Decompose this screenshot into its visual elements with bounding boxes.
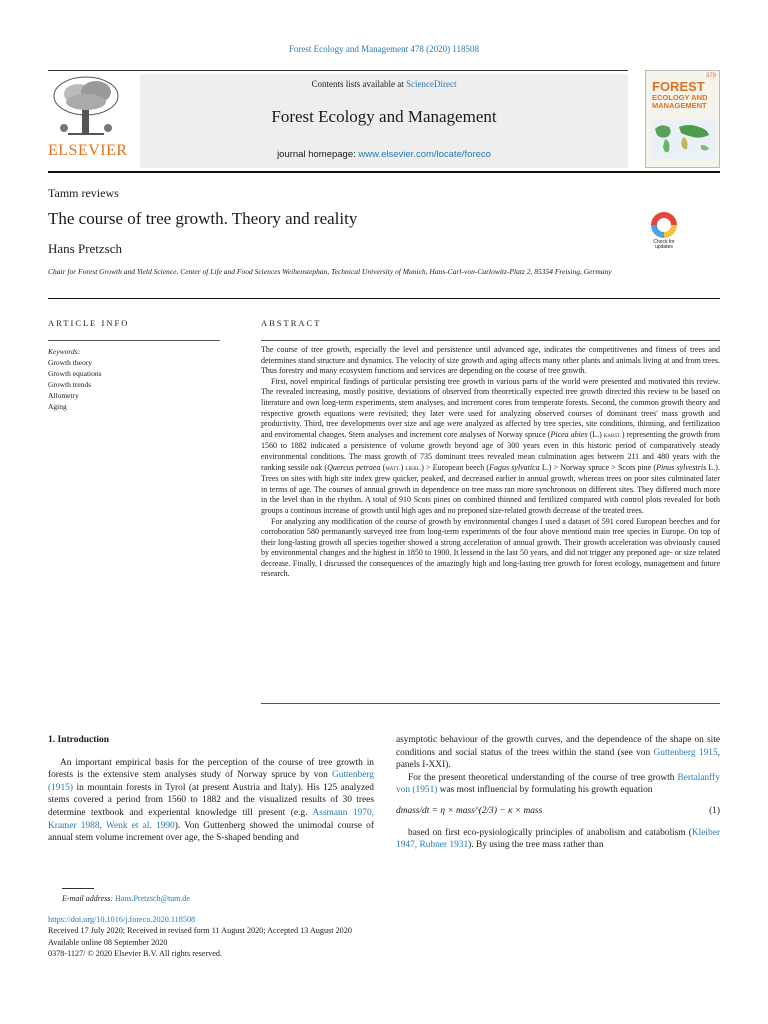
species-name: Picea abies	[550, 429, 588, 439]
citation-link[interactable]: Kleiber 1947, Rubner 1931	[396, 827, 720, 851]
abstract-text: (L.)	[587, 429, 604, 439]
elsevier-wordmark: ELSEVIER	[48, 142, 128, 159]
citation-link[interactable]: Guttenberg 1915	[653, 747, 718, 758]
citation-link[interactable]: Assmann 1970, Kramer 1988, Wenk et al. 1990	[48, 807, 375, 831]
article-info-rule	[48, 340, 220, 341]
section-heading-introduction: 1. Introduction	[48, 735, 110, 745]
crossmark-icon	[651, 212, 677, 238]
body-text: asymptotic behaviour of the growth curves, and the dependence of the shape on site conditions and social status of the trees within the stand (see von	[396, 735, 720, 758]
cover-title-line3: MANAGEMENT	[652, 101, 707, 110]
species-name: Pinus sylvestris	[656, 462, 707, 472]
body-paragraph	[396, 734, 720, 772]
body-column-right	[396, 734, 720, 852]
author-email-link[interactable]: Hans.Pretzsch@tum.de	[115, 894, 190, 903]
equation: dmass/dt = η × mass^(2/3) − κ × mass	[396, 805, 543, 816]
article-title: The course of tree growth. Theory and reality	[48, 209, 358, 228]
elsevier-tree-icon	[48, 74, 124, 138]
journal-homepage-line	[140, 149, 628, 160]
body-text: in mountain forests in Tyrol (at present Austria and Italy). His 125 analyzed stems covered a period from 1560 to 1882 and the visualized results of 30 trees determine textbook and experiental knowledge till present (e.g.	[48, 782, 374, 818]
abstract-bottom-rule	[261, 703, 720, 704]
homepage-prefix: journal homepage:	[277, 149, 359, 160]
abstract-paragraph-3: For analyzing any modification of the course of growth by environmental changes I used a dataset of 591 cored European beeches and for corroboration 580 permanantly surveyed tree from long-term experiments of the four above mentiond main tree species in Europe. On top of their long-lasting growth all species together showed a strong acceleration of annual growth. Their growth acceleration was obviously caused by environmental changes and the highest in 1850 to 1900. It lessend in the last 50 years, and did not trigger any preponed age- or size related decrease. Finally, I discussed the consequences of the amazingly high and long-lasting tree growth for forest ecology, management and future research.	[261, 516, 720, 579]
section-type: Tamm reviews	[48, 186, 119, 200]
contents-prefix: Contents lists available at	[311, 79, 406, 89]
abstract-paragraph-1: The course of tree growth, especially the level and persistence until advanced age, indicates the competitivenes and fitness of trees and determines stand structure and dynamics. The velocity of size growth and aging affects many other plants and animals living at and from trees. Thus forestry and many ecosystem functions and services are depending on the course of tree growth.	[261, 345, 720, 376]
journal-reference-link[interactable]: Forest Ecology and Management 478 (2020) 118508	[288, 44, 480, 54]
cover-title-line2: ECOLOGY AND	[652, 93, 708, 102]
footnote-rule	[62, 888, 94, 889]
article-info-heading: ARTICLE INFO	[48, 318, 130, 328]
keyword-item: Growth equations	[48, 369, 102, 378]
species-authority: matt.	[385, 464, 401, 472]
abstract-heading: ABSTRACT	[261, 318, 322, 328]
cover-title-subtitle	[652, 94, 707, 110]
abstract-body	[261, 345, 720, 580]
email-label: E-mail address:	[62, 894, 114, 903]
doi-link[interactable]: https://doi.org/10.1016/j.foreco.2020.118508	[48, 915, 196, 924]
species-authority: liebl.	[405, 464, 422, 472]
contents-available-line	[140, 79, 628, 89]
keyword-item: Growth trends	[48, 380, 92, 389]
abstract-text: L.) > Norway spruce > Scots pine (	[539, 462, 657, 472]
species-name: Fagus sylvatica	[489, 462, 540, 472]
cover-volume-number: 379	[705, 73, 716, 79]
body-text: For the present theoretical understanding of the course of tree growth	[408, 772, 678, 783]
body-text: An important empirical basis for the perception of the course of tree growth in forests is the extensive stem analyses study of Norway spruce by von	[48, 757, 374, 781]
abstract-text: L.). Trees on sites with high site index grew quicker, peaked, and decreased earlier in annual growth, whereas trees on poor sites culminated later in terms of age. The courses of annual growth in dependence on tree mass ran more synchronous on different sites. They differed much more in the level than in the rhythm. A total of 910 Scots pines on combined thinned and fertilized compared with control plots revealed for both groups a continous increase of growth until high ages and no preponed size-related growth decrease of the treated trees.	[261, 462, 720, 515]
author-name[interactable]: Hans Pretzsch	[48, 241, 123, 256]
check-for-updates-badge[interactable]	[648, 212, 680, 252]
elsevier-logo[interactable]	[48, 74, 128, 166]
publication-info	[48, 914, 352, 960]
equation-line	[396, 805, 720, 818]
body-text: based on first eco-pysiologically principles of anabolism and catabolism (	[408, 827, 692, 838]
copyright-line: 0378-1127/ © 2020 Elsevier B.V. All rights reserved.	[48, 949, 223, 959]
citation-link[interactable]: Bertalanffy von (1951)	[396, 772, 720, 796]
journal-title: Forest Ecology and Management	[271, 107, 497, 126]
cover-title-forest: FOREST	[652, 79, 705, 94]
species-authority: karst.	[603, 431, 622, 439]
crossmark-label: Check for updates	[653, 239, 675, 250]
abstract-text: ) > European beech (	[421, 462, 490, 472]
header-bottom-rule	[48, 171, 720, 173]
citation-link[interactable]: Guttenberg (1915)	[48, 770, 374, 793]
body-text: ). Von Guttenberg showed the unimodal course of annual stem volume increment over age, the S-shaped bending and	[48, 820, 374, 844]
species-name: Quercus petraea	[327, 462, 381, 472]
abstract-text: ) representing the growth from 1560 to 1882 indicated a persistence of volume growth beyond age of 300 years even in this historic period of comparatively steady environmental conditions. The mass growth of 735 dominant trees revealed mean culmination ages between 211 and 480 years with the ranking sessile oak (	[261, 429, 721, 472]
journal-cover-thumbnail[interactable]	[645, 70, 720, 168]
journal-homepage-link[interactable]: www.elsevier.com/locate/foreco	[358, 149, 491, 160]
sciencedirect-link[interactable]: ScienceDirect	[406, 79, 457, 89]
front-matter-rule	[48, 298, 720, 299]
keywords-block	[48, 346, 220, 412]
keyword-item: Growth theory	[48, 358, 92, 367]
body-text: , panels I-XXI).	[396, 747, 720, 771]
body-paragraph	[48, 757, 374, 845]
abstract-text: (	[380, 462, 386, 472]
abstract-paragraph-2	[261, 377, 720, 517]
abstract-top-rule	[261, 340, 720, 341]
keyword-item: Aging	[48, 402, 67, 411]
author-affiliation: Chair for Forest Growth and Yield Science, Center of Life and Food Sciences Weihenstephan, Technical University of Munich, Hans-Carl-von-Carlowitz-Platz 2, 85354 Freising, Germany	[48, 267, 612, 276]
body-paragraph	[396, 827, 720, 852]
journal-masthead	[140, 74, 628, 168]
keywords-label: Keywords:	[48, 347, 81, 356]
equation-number: (1)	[709, 805, 720, 816]
keyword-item: Allometry	[48, 391, 79, 400]
received-dates: Received 17 July 2020; Received in revised form 11 August 2020; Accepted 13 August 2020	[48, 926, 352, 936]
abstract-text: )	[400, 462, 406, 472]
available-online-date: Available online 08 September 2020	[48, 937, 168, 947]
abstract-text: First, novel empirical findings of particular persisting tree growth in various parts of the world were presented and motivated this review. The revealed increasing, mostly positive, deviations of observed from theoretically expected tree growth directed this review to be based on literature and own long-term experiments, stem analyses, and increment cores from temperate forests. Second, the common growth theory and respective growth equations were revisited; they later were used for analyzing observed courses of dominant trees' mass growth and productivity. Third, tree developments over size and age were analyzed as affected by tree species, site conditions, thinning, and fertilization and enviromental changes. Stem analyses and increment core analyses of Norway spruce (	[261, 376, 720, 439]
body-text: ). By using the tree mass rather than	[468, 840, 604, 851]
body-paragraph	[396, 772, 720, 797]
body-column-left	[48, 734, 374, 845]
author-email-footnote	[62, 894, 190, 903]
body-text: was most influencial by formulating his growth equation	[437, 785, 653, 796]
cover-world-map-image	[651, 119, 715, 159]
header-top-rule	[48, 70, 628, 71]
